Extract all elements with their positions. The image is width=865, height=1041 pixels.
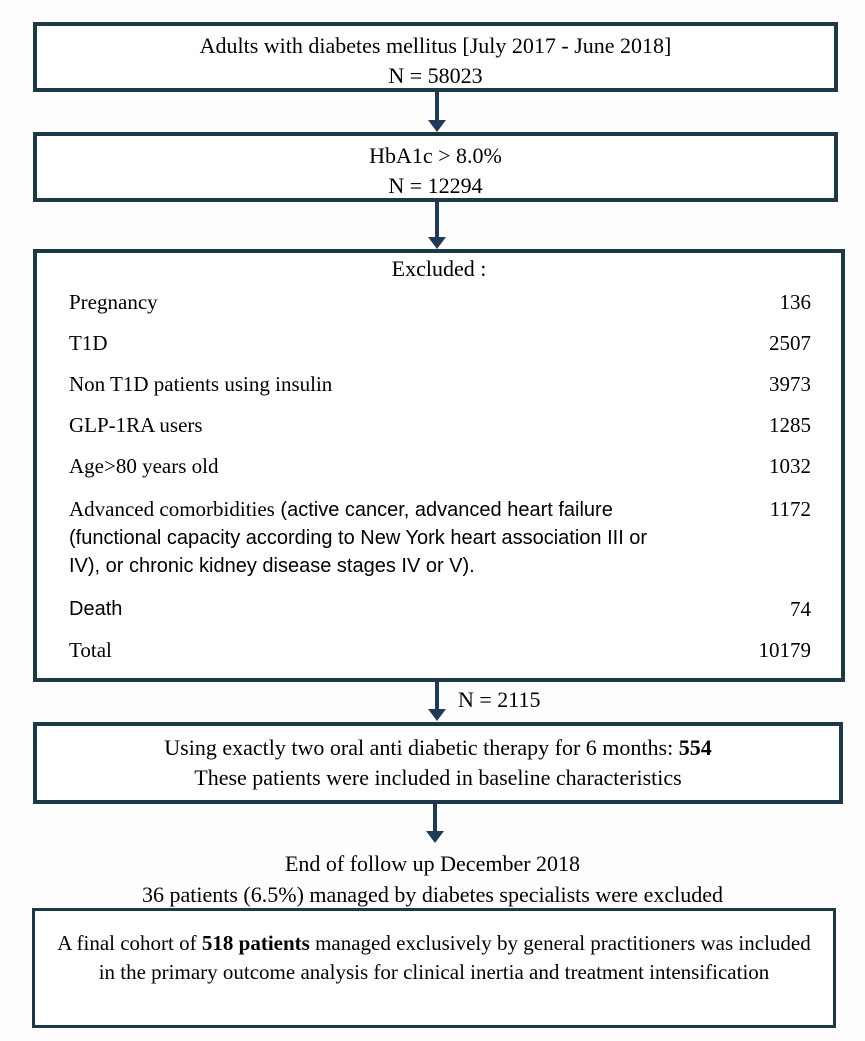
- hba1c-label: HbA1c > 8.0%: [369, 143, 502, 168]
- excluded-value: 74: [790, 597, 811, 621]
- excluded-value: 10179: [758, 638, 811, 662]
- box-adults-cohort: [33, 22, 838, 92]
- excluded-row-age: [69, 454, 811, 478]
- excluded-row-t1d: [69, 331, 811, 355]
- final-cohort-paragraph: [55, 929, 813, 987]
- arrow-head-icon: [428, 237, 446, 249]
- down-arrow-1: [428, 92, 446, 132]
- excluded-value: 1285: [769, 413, 811, 437]
- excluded-label: Age>80 years old: [69, 454, 219, 478]
- excluded-value: 2507: [769, 331, 811, 355]
- arrow-shaft: [435, 202, 439, 238]
- arrow-head-icon: [428, 709, 446, 721]
- excluded-value: 136: [779, 290, 811, 314]
- excluded-label: Pregnancy: [69, 290, 158, 314]
- final-cohort-suffix: managed exclusively by general practitioners was included in the primary outcome analysis for clinical inertia and treatment intensification: [98, 931, 811, 984]
- therapy-line1-text: Using exactly two oral anti diabetic therapy for 6 months:: [164, 735, 679, 760]
- excluded-label: Total: [69, 638, 112, 662]
- box-oad-therapy: [33, 722, 843, 804]
- excluded-title: Excluded :: [391, 256, 487, 281]
- excluded-row-pregnancy: [69, 290, 811, 314]
- arrow-head-icon: [426, 831, 444, 843]
- excluded-label: Non T1D patients using insulin: [69, 372, 333, 396]
- therapy-line2: These patients were included in baseline characteristics: [194, 765, 682, 790]
- box-final-cohort: [32, 908, 836, 1028]
- down-arrow-4: [426, 804, 444, 843]
- hba1c-n: N = 12294: [388, 173, 483, 198]
- arrow-shaft: [435, 682, 439, 710]
- excluded-row-total: [69, 638, 811, 662]
- final-cohort-prefix: A final cohort of: [57, 931, 202, 955]
- box-hba1c: [33, 132, 838, 202]
- excluded-row-death: [69, 597, 811, 621]
- excluded-label: GLP-1RA users: [69, 413, 203, 437]
- excluded-row-insulin: [69, 372, 811, 396]
- excluded-label: T1D: [69, 331, 108, 355]
- followup-line1: End of follow up December 2018: [284, 851, 581, 876]
- arrow-head-icon: [428, 120, 446, 132]
- excluded-row-comorbidities: [69, 495, 811, 580]
- adults-cohort-label: Adults with diabetes mellitus [July 2017 - June 2018]: [199, 33, 672, 58]
- therapy-554-bold: 554: [678, 735, 712, 760]
- excluded-label-sans-part: (active cancer, advanced heart failure (functional capacity according to New York heart association III or IV), or chronic kidney disease stages IV or V).: [69, 499, 648, 577]
- excluded-value: 1032: [769, 454, 811, 478]
- excluded-value: 3973: [769, 372, 811, 396]
- excluded-label: Death: [69, 598, 123, 620]
- excluded-value: 1172: [769, 497, 811, 521]
- excluded-label-serif-part: Advanced comorbidities: [69, 497, 275, 521]
- arrow-shaft: [435, 92, 439, 121]
- adults-cohort-n: N = 58023: [388, 63, 483, 88]
- excluded-row-glp1ra: [69, 413, 811, 437]
- followup-text: [0, 848, 865, 910]
- therapy-line1: [37, 733, 839, 763]
- box-excluded: [33, 249, 845, 682]
- down-arrow-2: [428, 202, 446, 249]
- followup-line2: 36 patients (6.5%) managed by diabetes specialists were excluded: [142, 882, 723, 907]
- down-arrow-3: [428, 682, 446, 721]
- arrow-shaft: [433, 804, 437, 832]
- n-2115-label: N = 2115: [458, 687, 541, 712]
- excluded-label: [69, 495, 669, 580]
- final-cohort-518-bold: 518 patients: [201, 931, 310, 955]
